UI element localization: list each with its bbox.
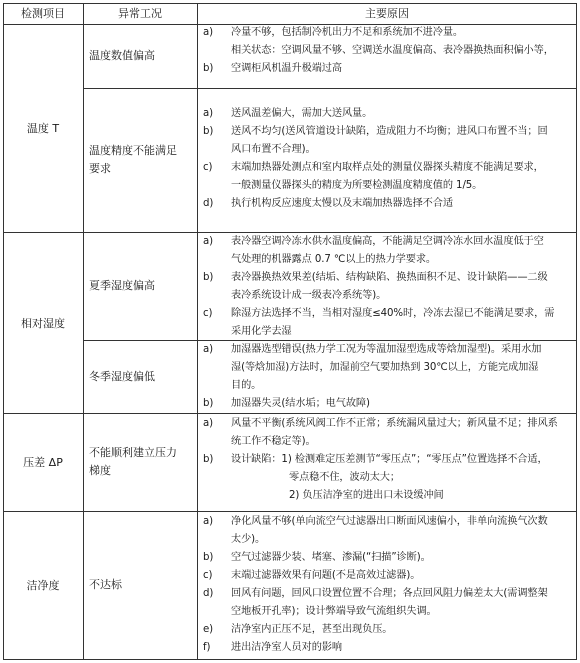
cause-line: b) 空气过滤器少装、堵塞、渗漏(“扫描”诊断)。 [203,552,431,563]
condition-not-up-to-standard [83,511,197,659]
cause-line: 相关状态：空调风量不够、空调送水温度偏高、表冷器换热面积偏小等， [231,45,554,56]
condition-label: 冬季湿度偏低 [89,369,155,383]
cause-line: a) 表冷器空调冷冻水供水温度偏高，不能满足空调冷冻水回水温度低于空 [203,236,544,247]
cause-line: d) 回风有问题，回风口设置位置不合理；各点回风阻力偏差太大(需调整架 [203,588,548,599]
cause-line: 空地板开孔率)；设计弊端导致气流组织失调。 [231,606,437,617]
cause-line: 2) 负压洁净室的进出口未设缓冲间 [289,490,444,501]
cause-line: b) 送风不均匀(送风管道设计缺陷，造成阻力不均衡；进风口布置不当；回 [203,126,548,137]
cause-line: b) 空调柜风机温升极端过高 [203,63,342,74]
cause-line: 零点稳不住，波动太大； [289,472,400,483]
cause-line: 目的。 [231,380,262,391]
condition-label: 夏季湿度偏高 [89,279,155,292]
cause-table [3,3,577,660]
category-temperature: 温度 T [26,122,60,135]
condition-label-line: 不能顺利建立压力 [89,446,177,459]
cause-line: b) 表冷器换热效果差(结垢、结构缺陷、换热面积不足、设计缺陷——二级 [203,272,548,283]
cause-line: b) 设计缺陷：1) 检测难定压差测节“零压点”；“零压点”位置选择不合适， [203,454,548,465]
cause-line: 一般测量仪器探头的精度为所要检测温度精度值的 1/5。 [231,180,483,191]
cause-line: 气处理的机器露点 0.7 ℃以上的热力学要求。 [231,254,437,265]
condition-label: 不达标 [89,578,122,591]
condition-label-line: 温度精度不能满足 [89,144,177,157]
condition-pressure-gradient [83,413,197,511]
cause-line: b) 加湿器失灵(结水垢；电气故障) [203,398,370,409]
cause-list [203,415,558,505]
cause-line: d) 执行机构反应速度太慢以及末端加热器选择不合适 [203,198,453,209]
cause-line: a) 风量不平衡(系统风阀工作不正常；系统漏风量过大；新风量不足；排风系 [203,418,558,429]
cause-list [203,24,554,78]
cause-line: 风口布置不合理)。 [231,144,316,155]
cause-line: c) 除湿方法选择不当，当相对湿度≤40%时，冷冻去湿已不能满足要求，需 [203,308,555,319]
cause-line: a) 加湿器选型错误(热力学工况为等温加湿型选成等焓加湿型)。采用水加 [203,344,542,355]
cause-line: e) 洁净室内正压不足，甚至出现负压。 [203,624,393,635]
condition-temperature-high [83,24,197,88]
cause-list [203,513,548,657]
category-pressure-difference: 压差 ΔP [23,456,63,469]
category-relative-humidity: 相对湿度 [21,316,65,330]
cause-line: a) 送风温差偏大，需加大送风量。 [203,108,373,119]
cause-line: 湿(等焓加湿)方法时，加湿前空气要加热到 30℃以上，方能完成加湿 [231,362,539,373]
column-divider [197,3,198,660]
condition-temperature-precision [83,88,197,232]
cause-line: c) 末端过滤器效果有问题(不是高效过滤器)。 [203,570,421,581]
cause-line: f) 进出洁净室人员对的影响 [203,642,342,653]
cause-line: 统工作不稳定等)。 [231,436,316,447]
cause-list [203,105,548,213]
cause-line: 表冷系统设计成一级表冷系统等)。 [231,290,387,301]
cause-list [203,233,554,341]
condition-label: 温度数值偏高 [89,49,155,62]
condition-label-line: 要求 [89,162,111,175]
cause-list [203,341,541,413]
cause-line: 采用化学去湿 [231,326,292,337]
header-inspection-item: 检测项目 [21,7,65,20]
header-main-cause: 主要原因 [365,7,409,20]
condition-summer-humidity-high [83,232,197,340]
table-border-bottom [3,659,577,660]
table-border-right [576,3,577,660]
category-cleanliness: 洁净度 [26,579,60,592]
condition-winter-humidity-low [83,340,197,413]
header-abnormal-condition: 异常工况 [118,7,162,20]
cause-line: a) 冷量不够，包括制冷机出力不足和系统加不进冷量。 [203,27,464,38]
cause-line: a) 净化风量不够(单向流空气过滤器出口断面风速偏小，非单向流换气次数 [203,516,548,527]
cause-line: c) 末端加热器处测点和室内取样点处的测量仪器探头精度不能满足要求， [203,162,544,173]
cause-line: 太少)。 [231,534,266,545]
condition-label-line: 梯度 [89,464,111,477]
